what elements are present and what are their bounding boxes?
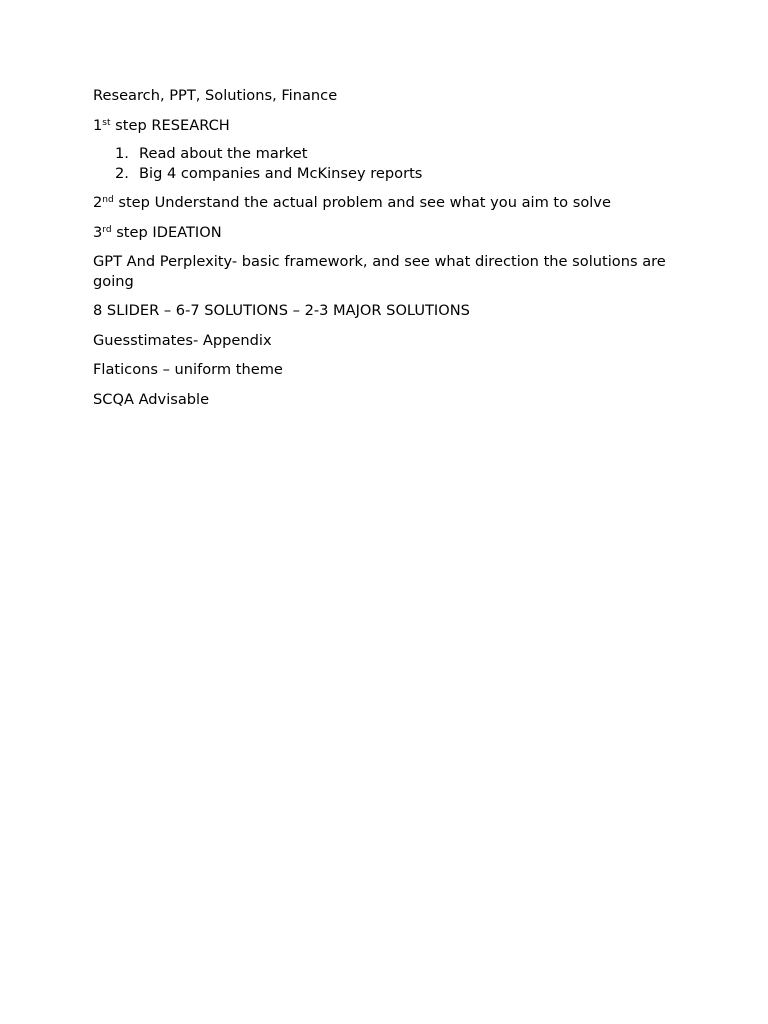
list-item-text: Big 4 companies and McKinsey reports <box>139 164 423 182</box>
step-2-text: step Understand the actual problem and see what you aim to solve <box>113 194 611 211</box>
guesstimates-line: Guesstimates- Appendix <box>93 331 272 349</box>
step-1-text: step RESEARCH <box>110 116 230 134</box>
step-1-line <box>93 116 683 136</box>
scqa-line: SCQA Advisable <box>93 390 210 408</box>
step-3-text: step IDEATION <box>111 223 222 241</box>
list-item-number: 2. <box>115 164 129 182</box>
list-item <box>115 144 683 164</box>
list-item-number: 1. <box>115 145 129 162</box>
step-3-line <box>93 223 683 243</box>
list-item-text: Read about the market <box>139 145 308 162</box>
step-2-line <box>93 193 683 213</box>
gpt-line: GPT And Perplexity- basic framework, and see what direction the solutions are going <box>93 253 666 290</box>
step-2-ordinal: nd <box>102 195 114 205</box>
slider-line: 8 SLIDER – 6-7 SOLUTIONS – 2-3 MAJOR SOLUTIONS <box>93 302 470 319</box>
step-3-ordinal: rd <box>102 224 112 235</box>
document-body <box>93 86 683 419</box>
flaticons-line: Flaticons – uniform theme <box>93 361 283 378</box>
step-1-ordinal: st <box>102 117 111 128</box>
step-3-number: 3 <box>93 223 103 241</box>
step-1-list <box>93 144 683 183</box>
heading-line: Research, PPT, Solutions, Finance <box>93 87 338 104</box>
step-1-number: 1 <box>93 116 103 134</box>
list-item <box>115 164 683 184</box>
step-2-number: 2 <box>93 194 103 211</box>
